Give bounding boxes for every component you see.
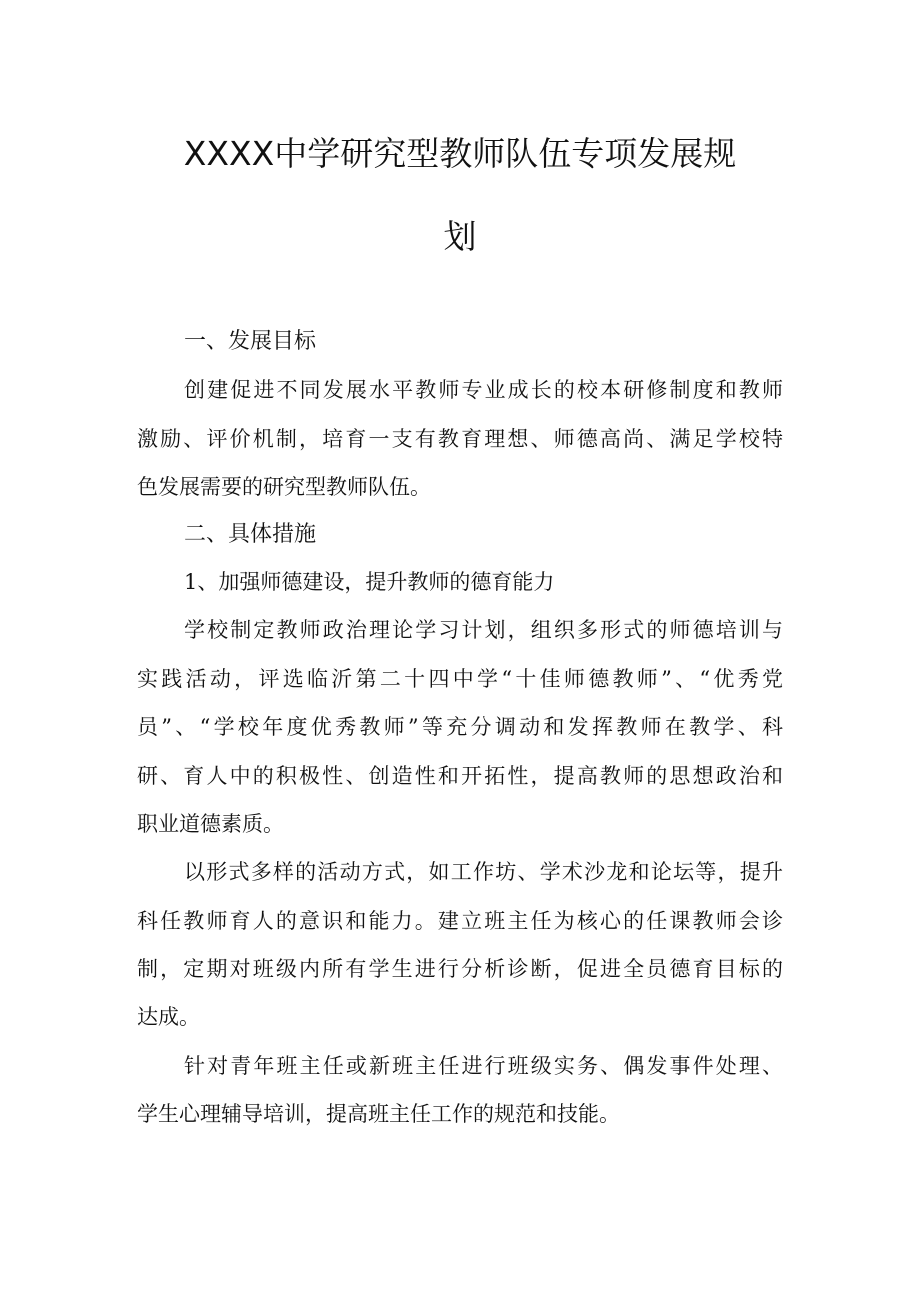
paragraph-line: 制，定期对班级内所有学生进行分析诊断，促进全员德育目标的	[137, 957, 783, 981]
paragraph-line: 针对青年班主任或新班主任进行班级实务、偶发事件处理、	[184, 1054, 783, 1078]
subsection-heading: 1、加强师德建设，提升教师的德育能力	[184, 570, 555, 594]
paragraph-line: 学生心理辅导培训，提高班主任工作的规范和技能。	[137, 1102, 620, 1126]
paragraph-line: 激励、评价机制，培育一支有教育理想、师德高尚、满足学校特	[137, 427, 783, 451]
section-heading-measures: 二、具体措施	[184, 522, 317, 547]
paragraph-line: 创建促进不同发展水平教师专业成长的校本研修制度和教师	[184, 378, 783, 402]
document-title-line-1: XXXX中学研究型教师队伍专项发展规	[183, 134, 737, 173]
paragraph-line: 职业道德素质。	[137, 812, 284, 836]
paragraph-line: 员”、“学校年度优秀教师”等充分调动和发挥教师在教学、科	[137, 715, 783, 739]
paragraph-line: 科任教师育人的意识和能力。建立班主任为核心的任课教师会诊	[137, 909, 783, 933]
paragraph-line: 学校制定教师政治理论学习计划，组织多形式的师德培训与	[184, 618, 783, 642]
section-heading-goals: 一、发展目标	[184, 329, 317, 354]
paragraph-line: 以形式多样的活动方式，如工作坊、学术沙龙和论坛等，提升	[184, 860, 783, 884]
paragraph-line: 色发展需要的研究型教师队伍。	[137, 475, 431, 499]
paragraph-line: 达成。	[137, 1005, 200, 1029]
paragraph-line: 研、育人中的积极性、创造性和开拓性，提高教师的思想政治和	[137, 764, 783, 788]
document-title-line-2: 划	[443, 217, 477, 256]
paragraph-line: 实践活动，评选临沂第二十四中学“十佳师德教师”、“优秀党	[137, 667, 783, 691]
